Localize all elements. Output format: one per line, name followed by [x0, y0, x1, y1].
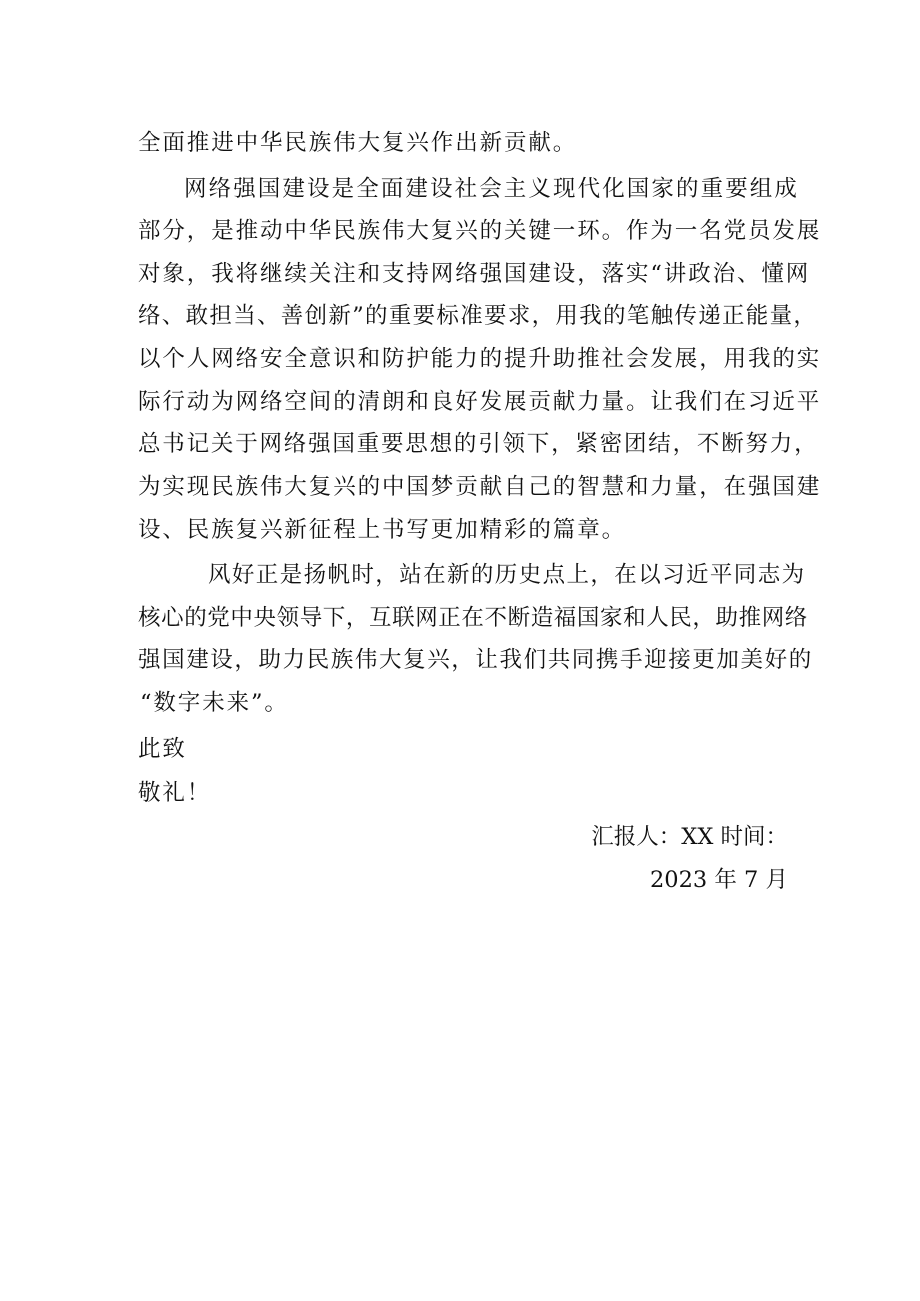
- text-line: “数字未来”。: [140, 690, 289, 716]
- text-line: 全面推进中华民族伟大复兴作出新贡献。: [138, 130, 578, 156]
- text-line: 际行动为网络空间的清朗和良好发展贡献力量。让我们在习近平: [138, 389, 822, 415]
- text-line: 核心的党中央领导下，互联网正在不断造福国家和人民，助推网络: [138, 605, 808, 631]
- signature-line: 汇报人：XX 时间：: [591, 824, 788, 850]
- text-line: 对象，我将继续关注和支持网络强国建设，落实“讲政治、懂网: [138, 261, 811, 287]
- text-line: 总书记关于网络强国重要思想的引领下，紧密团结，不断努力，: [138, 431, 819, 457]
- closing-salutation: 此致: [138, 736, 187, 762]
- text-line: 设、民族复兴新征程上书写更加精彩的篇章。: [138, 517, 627, 543]
- text-line: 部分，是推动中华民族伟大复兴的关键一环。作为一名党员发展: [138, 218, 822, 244]
- text-line: 以个人网络安全意识和防护能力的提升助推社会发展，用我的实: [138, 346, 822, 372]
- closing-regards: 敬礼！: [138, 780, 212, 806]
- text-line: 风好正是扬帆时，站在新的历史点上，在以习近平同志为: [208, 562, 806, 588]
- text-line: 络、敢担当、善创新”的重要标准要求，用我的笔触传递正能量，: [138, 303, 818, 329]
- text-line: 为实现民族伟大复兴的中国梦贡献自己的智慧和力量，在强国建: [138, 474, 822, 500]
- date-line: 2023 年 7 月: [649, 867, 788, 893]
- text-line: 强国建设，助力民族伟大复兴，让我们共同携手迎接更加美好的: [138, 647, 813, 673]
- text-line: 网络强国建设是全面建设社会主义现代化国家的重要组成: [184, 176, 800, 202]
